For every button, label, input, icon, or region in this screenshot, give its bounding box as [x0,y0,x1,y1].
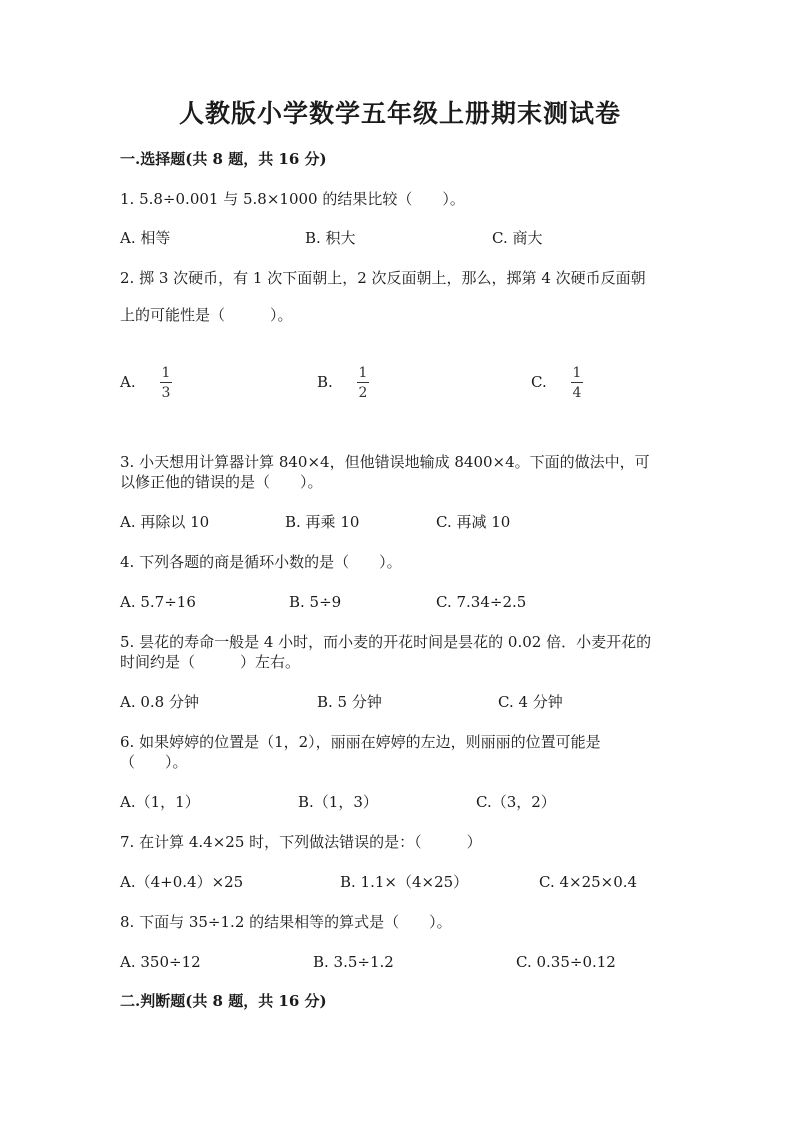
q8-option-a: A. 350÷12 [120,953,201,971]
q2-option-b-label: B. [317,373,333,391]
fraction-denominator: 4 [572,385,582,401]
q2-option-a-label: A. [120,373,136,391]
q4-option-a: A. 5.7÷16 [120,593,196,611]
question-1: 1. 5.8÷0.001 与 5.8×1000 的结果比较（ ）。 [120,190,465,208]
question-4: 4. 下列各题的商是循环小数的是（ ）。 [120,553,402,571]
question-6-line-1: 6. 如果婷婷的位置是（1，2），丽丽在婷婷的左边，则丽丽的位置可能是 [120,733,601,751]
q1-option-c: C. 商大 [492,229,543,247]
question-5-line-2: 时间约是（ ）左右。 [120,653,301,671]
question-8: 8. 下面与 35÷1.2 的结果相等的算式是（ ）。 [120,913,452,931]
q6-option-b: B.（1，3） [298,793,378,811]
q8-option-b: B. 3.5÷1.2 [313,953,394,971]
fraction-numerator: 1 [572,365,582,381]
q1-option-b: B. 积大 [305,229,356,247]
question-2-line-1: 2. 掷 3 次硬币，有 1 次下面朝上，2 次反面朝上，那么，掷第 4 次硬币反面朝 [120,269,646,287]
question-5-line-1: 5. 昙花的寿命一般是 4 小时，而小麦的开花时间是昙花的 0.02 倍．小麦开花的 [120,633,652,651]
q4-option-c: C. 7.34÷2.5 [436,593,527,611]
q5-option-c: C. 4 分钟 [498,693,563,711]
q3-option-b: B. 再乘 10 [285,513,360,531]
question-3-line-1: 3. 小天想用计算器计算 840×4，但他错误地输成 8400×4。下面的做法中，可 [120,453,650,471]
question-2-line-2: 上的可能性是（ ）。 [120,306,293,324]
q7-option-a: A.（4+0.4）×25 [120,873,244,891]
fraction-numerator: 1 [161,365,171,381]
fraction-numerator: 1 [358,365,368,381]
fraction-bar [160,382,172,383]
q5-option-b: B. 5 分钟 [317,693,382,711]
q2-option-c-label: C. [531,373,547,391]
section-heading-true-false: 二.判断题(共 8 题，共 16 分) [120,992,327,1010]
exam-title: 人教版小学数学五年级上册期末测试卷 [178,99,621,128]
q7-option-c: C. 4×25×0.4 [539,873,638,891]
question-7: 7. 在计算 4.4×25 时，下列做法错误的是：（ ） [120,833,482,851]
question-6-line-2: （ ）。 [120,753,188,771]
q7-option-b: B. 1.1×（4×25） [340,873,469,891]
fraction-denominator: 3 [161,385,171,401]
fraction-denominator: 2 [358,385,368,401]
q2-option-c-fraction [571,365,583,401]
q6-option-a: A.（1，1） [120,793,200,811]
fraction-bar [571,382,583,383]
question-3-line-2: 以修正他的错误的是（ ）。 [120,473,323,491]
fraction-bar [357,382,369,383]
q8-option-c: C. 0.35÷0.12 [516,953,616,971]
q4-option-b: B. 5÷9 [289,593,342,611]
q3-option-a: A. 再除以 10 [120,513,210,531]
q3-option-c: C. 再减 10 [436,513,511,531]
q6-option-c: C.（3，2） [476,793,556,811]
section-heading-multiple-choice: 一.选择题(共 8 题，共 16 分) [120,150,327,168]
q1-option-a: A. 相等 [120,229,171,247]
q2-option-b-fraction [357,365,369,401]
q2-option-a-fraction [160,365,172,401]
q5-option-a: A. 0.8 分钟 [120,693,199,711]
